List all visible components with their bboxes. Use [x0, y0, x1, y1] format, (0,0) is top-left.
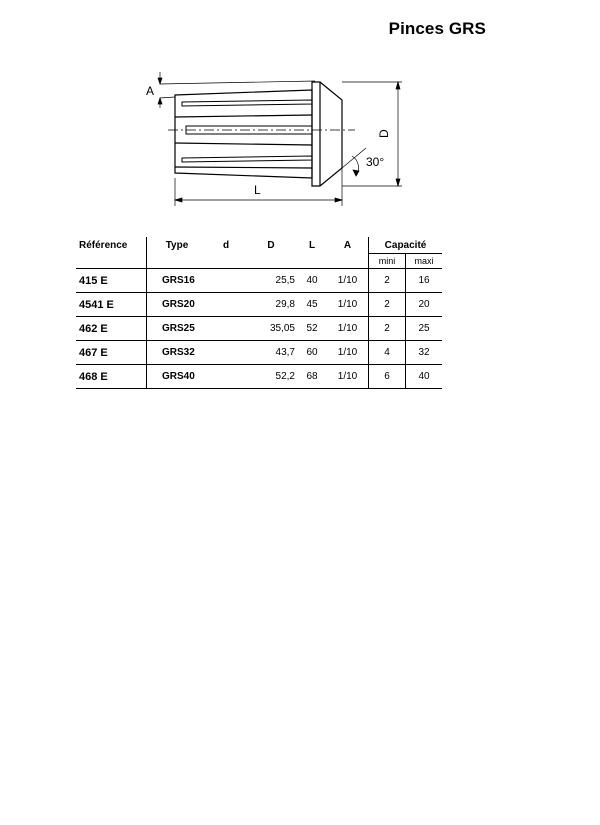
collet-technical-drawing [140, 60, 420, 210]
header-maxi: maxi [406, 254, 443, 269]
table-row [76, 317, 442, 341]
cell-D: 29,8 [245, 293, 297, 317]
cell-mini: 2 [369, 293, 406, 317]
collet-spec-table [76, 237, 442, 389]
cell-type: GRS40 [147, 365, 208, 389]
cell-reference: 415 E [76, 269, 147, 293]
cell-L: 52 [297, 317, 327, 341]
label-A: A [146, 84, 155, 98]
cell-L: 68 [297, 365, 327, 389]
cell-type: GRS16 [147, 269, 208, 293]
cell-d [207, 341, 245, 365]
cell-type: GRS25 [147, 317, 208, 341]
header-reference: Référence [79, 239, 128, 251]
cell-A: 1/10 [327, 365, 369, 389]
page-title: Pinces GRS [388, 19, 486, 38]
collet-slot-top [182, 100, 312, 106]
cell-A: 1/10 [327, 269, 369, 293]
cell-type: GRS32 [147, 341, 208, 365]
table-header-row [76, 237, 442, 254]
header-D: D [267, 239, 275, 251]
cell-reference: 462 E [76, 317, 147, 341]
cell-d [207, 293, 245, 317]
cell-mini: 2 [369, 269, 406, 293]
label-L: L [254, 183, 261, 197]
header-capacite: Capacité [369, 237, 443, 254]
table-row [76, 341, 442, 365]
cell-maxi: 32 [406, 341, 443, 365]
header-type: Type [147, 237, 208, 254]
cell-A: 1/10 [327, 293, 369, 317]
cell-mini: 2 [369, 317, 406, 341]
cell-reference: 467 E [76, 341, 147, 365]
cell-A: 1/10 [327, 341, 369, 365]
cell-L: 40 [297, 269, 327, 293]
table-row [76, 293, 442, 317]
collet-slot-bottom [182, 156, 312, 162]
cell-D: 25,5 [245, 269, 297, 293]
cell-L: 60 [297, 341, 327, 365]
label-D: D [377, 129, 391, 138]
header-mini: mini [369, 254, 406, 269]
table-row [76, 365, 442, 389]
cell-A: 1/10 [327, 317, 369, 341]
header-d: d [222, 239, 230, 251]
cell-mini: 4 [369, 341, 406, 365]
cell-D: 52,2 [245, 365, 297, 389]
header-A: A [343, 239, 352, 251]
cell-reference: 468 E [76, 365, 147, 389]
cell-D: 43,7 [245, 341, 297, 365]
collet-front-ring [312, 82, 342, 186]
table-subheader-row [76, 254, 442, 269]
cell-maxi: 20 [406, 293, 443, 317]
cell-maxi: 40 [406, 365, 443, 389]
header-L: L [308, 239, 316, 251]
label-angle: 30° [366, 155, 385, 169]
table-row [76, 269, 442, 293]
cell-D: 35,05 [245, 317, 297, 341]
cell-maxi: 16 [406, 269, 443, 293]
cell-d [207, 269, 245, 293]
cell-maxi: 25 [406, 317, 443, 341]
cell-reference: 4541 E [76, 293, 147, 317]
cell-L: 45 [297, 293, 327, 317]
cell-d [207, 317, 245, 341]
cell-mini: 6 [369, 365, 406, 389]
cell-type: GRS20 [147, 293, 208, 317]
cell-d [207, 365, 245, 389]
